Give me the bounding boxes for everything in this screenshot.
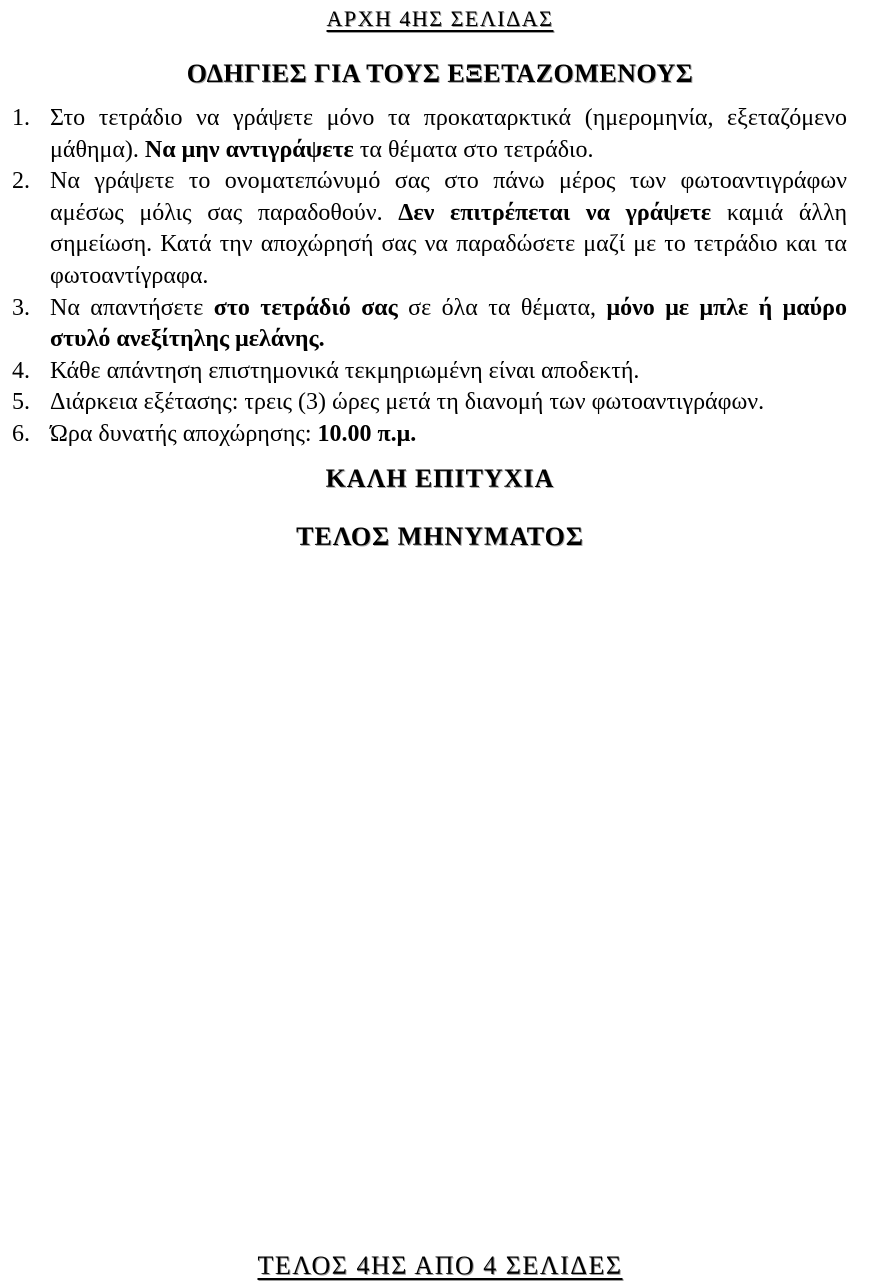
instruction-number: 5. xyxy=(12,389,30,416)
instruction-item xyxy=(0,419,847,451)
instruction-text: Στο τετράδιο να γράψετε μόνο τα προκαταρκτικά (ημερομηνία, εξεταζόμενο μάθημα). xyxy=(50,105,847,163)
instruction-item xyxy=(0,356,847,388)
instruction-text-bold: στο τετράδιό σας xyxy=(213,294,398,321)
instruction-text-bold: 10.00 π.μ. xyxy=(317,420,417,447)
instruction-text-bold: μόνο με μπλε ή μαύρο στυλό ανεξίτηλης μελάνης. xyxy=(50,294,847,353)
instruction-text: Κάθε απάντηση επιστημονικά τεκμηριωμένη είναι αποδεκτή. xyxy=(50,357,640,384)
page-title: ΟΔΗΓΙΕΣ ΓΙΑ ΤΟΥΣ ΕΞΕΤΑΖΟΜΕΝΟΥΣ xyxy=(186,59,694,88)
instruction-text-bold: Να μην αντιγράψετε xyxy=(144,136,354,163)
end-of-message: ΤΕΛΟΣ ΜΗΝΥΜΑΤΟΣ xyxy=(296,521,584,551)
page-start-header: ΑΡΧΗ 4ΗΣ ΣΕΛΙΔΑΣ xyxy=(326,6,554,31)
instruction-text-bold: Δεν επιτρέπεται να γράψετε xyxy=(398,199,712,226)
instruction-item xyxy=(0,166,847,292)
instruction-item xyxy=(0,103,847,166)
instruction-number: 6. xyxy=(12,420,30,447)
instruction-item xyxy=(0,293,847,356)
good-luck-message: ΚΑΛΗ ΕΠΙΤΥΧΙΑ xyxy=(325,463,555,493)
instruction-number: 1. xyxy=(12,105,30,131)
instruction-number: 2. xyxy=(12,168,30,195)
instruction-text: Να γράψετε το ονοματεπώνυμό σας στο πάνω μέρος των φωτοαντιγράφων αμέσως μόλις σας παραδοθούν. xyxy=(50,168,847,226)
instruction-text: Διάρκεια εξέτασης: τρεις (3) ώρες μετά τη διανομή των φωτοαντιγράφων. xyxy=(50,389,765,416)
instruction-text: καμιά άλλη σημείωση. Κατά την αποχώρησή σας να παραδώσετε μαζί με το τετράδιο και τα φωτοαντίγραφα. xyxy=(50,199,848,289)
instruction-item xyxy=(0,387,847,419)
instruction-text: σε όλα τα θέματα, xyxy=(397,294,607,321)
instruction-number: 3. xyxy=(12,294,30,321)
instructions-list xyxy=(0,103,847,451)
instruction-text: Ώρα δυνατής αποχώρησης: xyxy=(50,420,318,447)
instruction-number: 4. xyxy=(12,357,30,384)
instruction-text: τα θέματα στο τετράδιο. xyxy=(353,136,594,163)
page-end-footer: ΤΕΛΟΣ 4ΗΣ ΑΠΟ 4 ΣΕΛΙΔΕΣ xyxy=(257,1251,623,1280)
instruction-text: Να απαντήσετε xyxy=(50,294,214,321)
